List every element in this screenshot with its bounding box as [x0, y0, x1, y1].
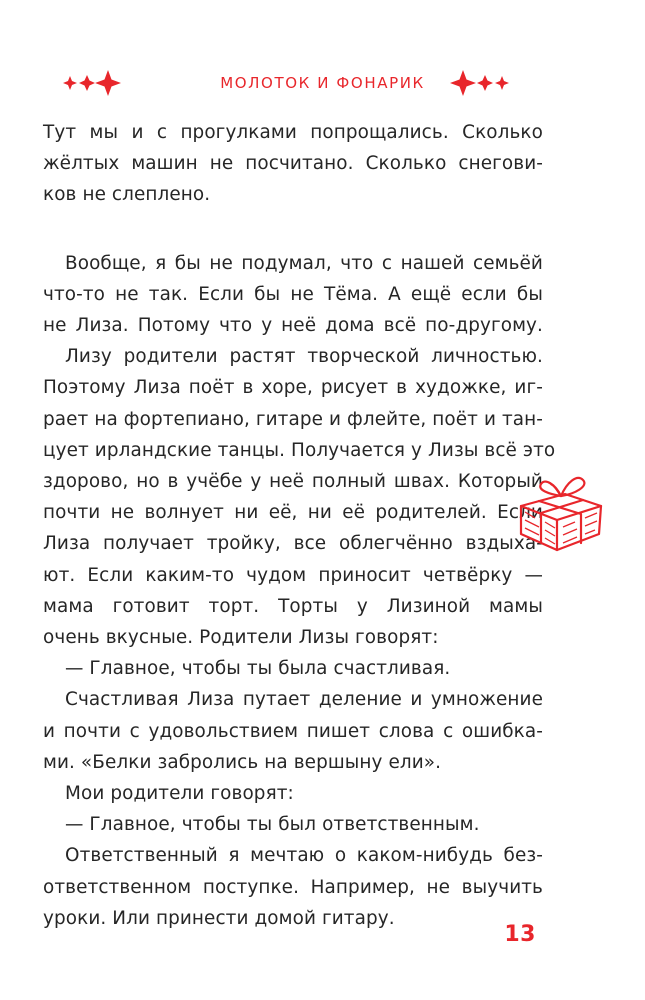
sparkle-stars-right-icon: [448, 62, 510, 102]
text-line: мама готовит торт. Торты у Лизиной мамы: [43, 595, 543, 617]
text-line: ков не слеплено.: [43, 184, 211, 206]
text-line: Мои родители говорят:: [65, 783, 294, 805]
text-line: Тут мы и с прогулками попрощались. Сколько: [43, 122, 543, 143]
text-line: почти не волнует ни её, ни её родителей. Если: [43, 502, 543, 524]
text-line: не Лиза. Потому что у неё дома всё по-другому.: [43, 315, 543, 337]
text-line: Поэтому Лиза поёт в хоре, рисует в художке, иг-: [43, 377, 543, 399]
text-line: цует ирландские танцы. Получается у Лизы всё это: [43, 439, 556, 461]
text-line: ми. «Белки забролись на вершыну ели».: [43, 751, 442, 773]
text-line: уроки. Или принести домой гитару.: [43, 907, 395, 929]
text-line: — Главное, чтобы ты был ответственным.: [65, 814, 480, 836]
text-line: что-то не так. Если бы не Тёма. А ещё если бы: [43, 283, 543, 305]
text-line: — Главное, чтобы ты была счастливая.: [65, 658, 451, 680]
running-title: МОЛОТОК И ФОНАРИК: [220, 74, 425, 92]
page-header: [0, 62, 645, 102]
paragraph-gap: [43, 211, 543, 248]
text-line: Ответственный я мечтаю о каком-нибудь без-: [65, 845, 543, 867]
page-number: 13: [504, 922, 536, 947]
text-line: Лиза получает тройку, все облегчённо вздыха-: [43, 533, 543, 555]
text-line: Счастливая Лиза путает деление и умножение: [65, 689, 543, 711]
text-line: Вообще, я бы не подумал, что с нашей семьёй: [65, 252, 543, 274]
text-line: ответственном поступке. Например, не выучить: [43, 876, 543, 898]
text-line: ют. Если каким-то чудом приносит четвёрку —: [43, 564, 543, 586]
text-line: очень вкусные. Родители Лизы говорят:: [43, 627, 439, 649]
gift-box-icon: [515, 472, 607, 554]
text-line: Лизу родители растят творческой личностью.: [65, 346, 543, 368]
text-line: жёлтых машин не посчитано. Сколько снегови-: [43, 153, 543, 175]
text-line: здорово, но в учёбе у неё полный швах. Который: [43, 471, 543, 493]
body-text: [43, 117, 556, 934]
text-line: рает на фортепиано, гитаре и флейте, поёт и тан-: [43, 408, 543, 430]
sparkle-stars-left-icon: [62, 62, 124, 102]
text-line: и почти с удовольствием пишет слова с ошибка-: [43, 720, 543, 742]
